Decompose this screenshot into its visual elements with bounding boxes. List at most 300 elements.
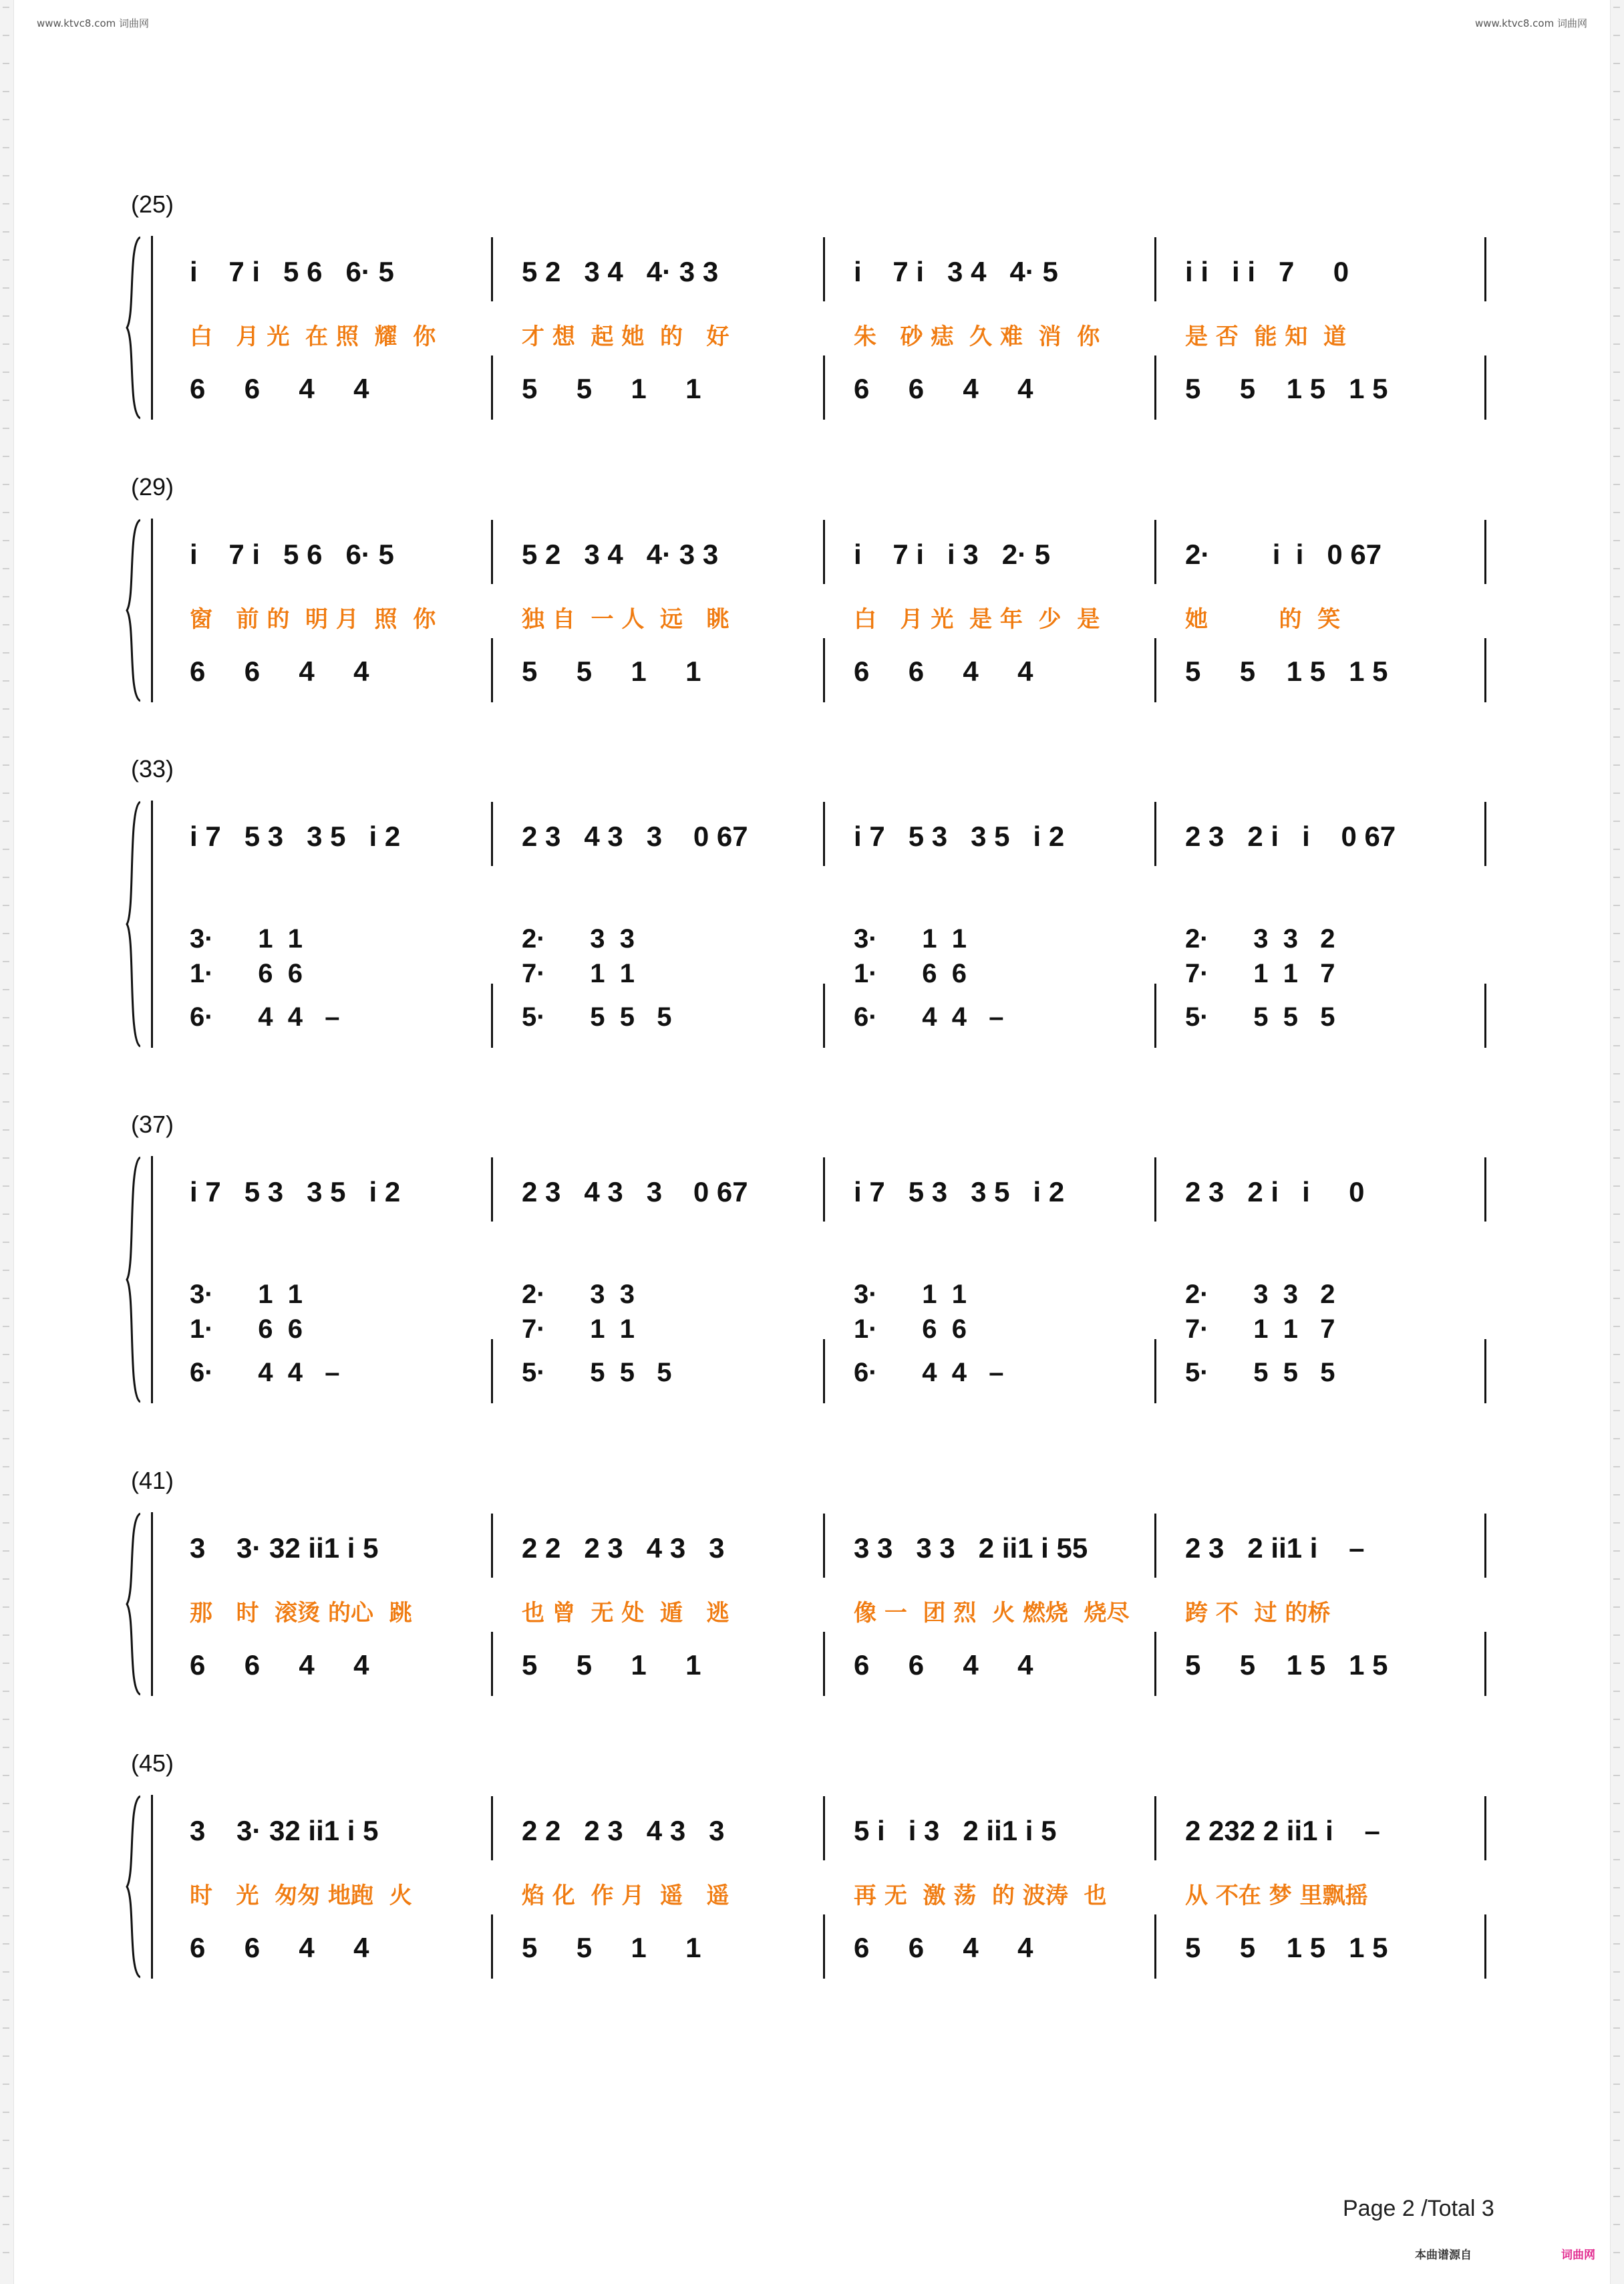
melody-notes: 5 2 3 4 4· 3 3 (522, 539, 719, 570)
lyric-line: 时 光 匆匆 地跑 火 (190, 1882, 412, 1909)
margin-tick (3, 2224, 9, 2225)
margin-tick (1613, 596, 1620, 597)
lyric-line: 再 无 激 荡 的 波涛 也 (854, 1882, 1107, 1909)
margin-tick (1613, 1550, 1620, 1552)
bass-notes: 6 6 4 4 (190, 656, 369, 687)
margin-tick (1613, 203, 1620, 204)
margin-tick (3, 877, 9, 878)
margin-tick (1613, 1214, 1620, 1215)
margin-tick (3, 484, 9, 485)
margin-tick (3, 1214, 9, 1215)
barline (823, 237, 825, 301)
melody-notes: 3 3· 32 ii1 i 5 (190, 1815, 379, 1846)
margin-tick (1613, 1466, 1620, 1467)
system-start-line (151, 801, 153, 1048)
melody-notes: 2 3 2 i i 0 (1185, 1176, 1365, 1207)
margin-tick (1613, 1943, 1620, 1945)
margin-tick (3, 1354, 9, 1355)
chord-upper-notes: 3· 1 1 (854, 924, 967, 954)
bass-notes: 5 5 1 5 1 5 (1185, 373, 1388, 404)
barline (823, 802, 825, 866)
chord-upper-notes: 3· 1 1 (854, 1280, 967, 1309)
barline (491, 1339, 493, 1403)
melody-notes: 2 2 2 3 4 3 3 (522, 1532, 725, 1564)
melody-notes: 3 3· 32 ii1 i 5 (190, 1532, 379, 1564)
measure-number: (33) (131, 755, 174, 782)
margin-tick (1613, 1522, 1620, 1524)
barline (491, 1514, 493, 1578)
bass-notes: 6 6 4 4 (190, 1932, 369, 1963)
margin-tick (1613, 1634, 1620, 1636)
margin-tick (1613, 652, 1620, 654)
measure-number: (45) (131, 1749, 174, 1777)
bass-notes: 5 5 1 5 1 5 (1185, 1932, 1388, 1963)
melody-notes: i 7 5 3 3 5 i 2 (190, 1176, 401, 1207)
margin-tick (1613, 1775, 1620, 1776)
bass-notes: 6 6 4 4 (854, 656, 1033, 687)
bass-notes: 5 5 1 5 1 5 (1185, 1649, 1388, 1681)
margin-tick (3, 203, 9, 204)
melody-notes: 2 3 2 ii1 i – (1185, 1532, 1365, 1564)
margin-tick (1613, 1410, 1620, 1411)
melody-notes: 2 3 4 3 3 0 67 (522, 1176, 748, 1207)
chord-middle-notes: 1· 6 6 (190, 959, 303, 988)
chord-upper-notes: 2· 3 3 2 (1185, 1280, 1335, 1309)
margin-tick (1613, 1971, 1620, 1973)
margin-tick (3, 2027, 9, 2029)
system-brace (124, 1156, 140, 1403)
lyric-line: 白 月 光 是 年 少 是 (854, 606, 1100, 633)
barline (1484, 237, 1486, 301)
margin-tick (3, 2168, 9, 2169)
chord-bass-notes: 6· 4 4 – (854, 1002, 1004, 1032)
margin-tick (1613, 456, 1620, 457)
margin-tick (1613, 63, 1620, 64)
lyric-line: 是 否 能 知 道 (1185, 323, 1347, 350)
chord-middle-notes: 7· 1 1 7 (1185, 1314, 1335, 1344)
margin-tick (1613, 2224, 1620, 2225)
margin-tick (3, 1326, 9, 1327)
bass-notes: 5 5 1 1 (522, 1932, 701, 1963)
margin-tick (3, 708, 9, 710)
lyric-line: 独 自 一 人 远 眺 (522, 606, 729, 633)
margin-tick (1613, 2168, 1620, 2169)
margin-tick (1613, 175, 1620, 176)
margin-tick (3, 1943, 9, 1945)
margin-tick (3, 1606, 9, 1608)
margin-tick (3, 652, 9, 654)
lyric-line: 朱 砂 痣 久 难 消 你 (854, 323, 1100, 350)
margin-tick (3, 2055, 9, 2057)
margin-tick (1613, 1663, 1620, 1664)
margin-tick (3, 1045, 9, 1046)
margin-tick (3, 1466, 9, 1467)
margin-tick (3, 2252, 9, 2253)
margin-tick (3, 1129, 9, 1131)
margin-tick (3, 1522, 9, 1524)
margin-tick (1613, 119, 1620, 120)
melody-notes: 5 i i 3 2 ii1 i 5 (854, 1815, 1057, 1846)
margin-tick (1613, 1831, 1620, 1832)
margin-tick (3, 764, 9, 766)
margin-tick (3, 428, 9, 429)
lyric-line: 跨 不 过 的桥 (1185, 1600, 1331, 1626)
margin-tick (1613, 2140, 1620, 2141)
barline (1154, 1914, 1156, 1979)
margin-tick (1613, 1494, 1620, 1495)
margin-tick (1613, 736, 1620, 738)
margin-tick (1613, 7, 1620, 8)
margin-tick (3, 905, 9, 906)
chord-middle-notes: 7· 1 1 (522, 959, 635, 988)
margin-tick (3, 231, 9, 233)
margin-tick (1613, 989, 1620, 990)
margin-tick (3, 1242, 9, 1243)
header-left-watermark: www.ktvc8.com 词曲网 (37, 17, 150, 29)
margin-tick (3, 596, 9, 597)
margin-tick (3, 1887, 9, 1888)
melody-notes: 5 2 3 4 4· 3 3 (522, 256, 719, 287)
system-brace (124, 801, 140, 1048)
left-margin-strip (0, 0, 14, 2284)
barline (1154, 638, 1156, 702)
barline (1154, 1514, 1156, 1578)
chord-bass-notes: 5· 5 5 5 (1185, 1358, 1335, 1387)
margin-tick (3, 91, 9, 92)
melody-notes: 2 3 4 3 3 0 67 (522, 821, 748, 852)
margin-tick (1613, 680, 1620, 682)
margin-tick (3, 1494, 9, 1495)
margin-tick (1613, 2055, 1620, 2057)
lyric-line: 焰 化 作 月 遥 遥 (522, 1882, 729, 1909)
margin-tick (1613, 1157, 1620, 1159)
bass-notes: 5 5 1 5 1 5 (1185, 656, 1388, 687)
barline (823, 355, 825, 420)
margin-tick (1613, 2196, 1620, 2197)
system-start-line (151, 1156, 153, 1403)
margin-tick (1613, 287, 1620, 289)
barline (1484, 1632, 1486, 1696)
margin-tick (1613, 1915, 1620, 1916)
margin-tick (1613, 1719, 1620, 1720)
header-right-watermark: www.ktvc8.com 词曲网 (1474, 17, 1587, 29)
margin-tick (1613, 933, 1620, 934)
bass-notes: 6 6 4 4 (190, 1649, 369, 1681)
melody-notes: 3 3 3 3 2 ii1 i 55 (854, 1532, 1088, 1564)
lyric-line: 从 不在 梦 里飘摇 (1185, 1882, 1368, 1909)
margin-tick (3, 1101, 9, 1103)
margin-tick (3, 736, 9, 738)
barline (1484, 1514, 1486, 1578)
margin-tick (3, 1550, 9, 1552)
melody-notes: i 7 i 5 6 6· 5 (190, 539, 394, 570)
margin-tick (1613, 764, 1620, 766)
barline (491, 638, 493, 702)
margin-tick (3, 2140, 9, 2141)
margin-tick (1613, 400, 1620, 401)
barline (491, 520, 493, 584)
chord-bass-notes: 6· 4 4 – (190, 1358, 340, 1387)
margin-tick (3, 821, 9, 822)
margin-tick (3, 1915, 9, 1916)
barline (1484, 1796, 1486, 1860)
margin-tick (3, 1999, 9, 2001)
lyric-line: 才 想 起 她 的 好 (522, 323, 729, 350)
melody-notes: i i i i 7 0 (1185, 256, 1349, 287)
margin-tick (1613, 2252, 1620, 2253)
margin-tick (1613, 2112, 1620, 2113)
margin-tick (3, 1747, 9, 1748)
barline (1154, 1632, 1156, 1696)
margin-tick (1613, 512, 1620, 513)
margin-tick (1613, 1101, 1620, 1103)
margin-tick (3, 2084, 9, 2085)
margin-tick (3, 119, 9, 120)
margin-tick (3, 259, 9, 261)
bass-notes: 6 6 4 4 (854, 1649, 1033, 1681)
barline (823, 1339, 825, 1403)
margin-tick (3, 1634, 9, 1636)
margin-tick (3, 7, 9, 8)
margin-tick (3, 989, 9, 990)
measure-number: (41) (131, 1467, 174, 1494)
margin-tick (3, 1719, 9, 1720)
chord-middle-notes: 7· 1 1 7 (1185, 959, 1335, 988)
margin-tick (1613, 2027, 1620, 2029)
margin-tick (3, 540, 9, 541)
measure-number: (25) (131, 190, 174, 218)
barline (1154, 1157, 1156, 1222)
barline (1484, 1157, 1486, 1222)
barline (1484, 520, 1486, 584)
margin-tick (3, 372, 9, 373)
system-brace (124, 1795, 140, 1979)
barline (1484, 355, 1486, 420)
margin-tick (1613, 2084, 1620, 2085)
margin-tick (1613, 1185, 1620, 1187)
barline (1154, 1339, 1156, 1403)
system-brace (124, 1512, 140, 1696)
chord-upper-notes: 2· 3 3 (522, 924, 635, 954)
barline (1484, 638, 1486, 702)
margin-tick (3, 2112, 9, 2113)
margin-tick (3, 624, 9, 625)
margin-tick (1613, 1382, 1620, 1383)
barline (491, 1914, 493, 1979)
margin-tick (1613, 372, 1620, 373)
barline (1154, 237, 1156, 301)
barline (823, 1632, 825, 1696)
margin-tick (3, 1831, 9, 1832)
chord-middle-notes: 1· 6 6 (854, 959, 967, 988)
barline (823, 638, 825, 702)
barline (1484, 984, 1486, 1048)
margin-tick (3, 63, 9, 64)
barline (1484, 1339, 1486, 1403)
system-start-line (151, 1512, 153, 1696)
chord-upper-notes: 2· 3 3 (522, 1280, 635, 1309)
chord-upper-notes: 3· 1 1 (190, 924, 303, 954)
system-brace (124, 519, 140, 702)
barline (491, 1157, 493, 1222)
barline (1154, 1796, 1156, 1860)
barline (823, 520, 825, 584)
chord-middle-notes: 1· 6 6 (854, 1314, 967, 1344)
margin-tick (3, 175, 9, 176)
margin-tick (3, 568, 9, 569)
system-start-line (151, 236, 153, 420)
margin-tick (3, 1382, 9, 1383)
system-start-line (151, 1795, 153, 1979)
footer-source-label: 本曲谱源自 (1415, 2249, 1472, 2262)
margin-tick (1613, 1242, 1620, 1243)
margin-tick (1613, 1803, 1620, 1804)
melody-notes: i 7 5 3 3 5 i 2 (854, 821, 1065, 852)
chord-bass-notes: 6· 4 4 – (190, 1002, 340, 1032)
margin-tick (1613, 568, 1620, 569)
page-indicator: Page 2 /Total 3 (1343, 2196, 1494, 2221)
chord-middle-notes: 7· 1 1 (522, 1314, 635, 1344)
margin-tick (3, 1410, 9, 1411)
footer-brand-logo: 词曲网 (1561, 2249, 1595, 2262)
margin-tick (3, 35, 9, 36)
system-start-line (151, 519, 153, 702)
chord-bass-notes: 6· 4 4 – (854, 1358, 1004, 1387)
margin-tick (3, 512, 9, 513)
margin-tick (3, 933, 9, 934)
chord-upper-notes: 2· 3 3 2 (1185, 924, 1335, 954)
margin-tick (3, 1663, 9, 1664)
bass-notes: 6 6 4 4 (854, 373, 1033, 404)
margin-tick (3, 456, 9, 457)
margin-tick (1613, 91, 1620, 92)
barline (823, 1914, 825, 1979)
chord-bass-notes: 5· 5 5 5 (1185, 1002, 1335, 1032)
bass-notes: 5 5 1 1 (522, 373, 701, 404)
chord-upper-notes: 3· 1 1 (190, 1280, 303, 1309)
system-brace (124, 236, 140, 420)
margin-tick (3, 1185, 9, 1187)
margin-tick (3, 1803, 9, 1804)
bass-notes: 6 6 4 4 (190, 373, 369, 404)
margin-tick (1613, 1887, 1620, 1888)
bass-notes: 6 6 4 4 (854, 1932, 1033, 1963)
margin-tick (3, 1017, 9, 1018)
melody-notes: i 7 i 3 4 4· 5 (854, 256, 1058, 287)
barline (491, 802, 493, 866)
barline (1154, 520, 1156, 584)
margin-tick (1613, 821, 1620, 822)
margin-tick (1613, 1298, 1620, 1299)
margin-tick (3, 1775, 9, 1776)
margin-tick (1613, 540, 1620, 541)
barline (491, 237, 493, 301)
margin-tick (3, 1578, 9, 1580)
margin-tick (1613, 147, 1620, 148)
barline (1154, 802, 1156, 866)
melody-notes: i 7 i i 3 2· 5 (854, 539, 1051, 570)
margin-tick (1613, 1045, 1620, 1046)
margin-tick (1613, 793, 1620, 794)
margin-tick (3, 1438, 9, 1439)
margin-tick (3, 1691, 9, 1692)
lyric-line: 白 月 光 在 照 耀 你 (190, 323, 436, 350)
lyric-line: 也 曾 无 处 遁 逃 (522, 1600, 729, 1626)
margin-tick (1613, 1578, 1620, 1580)
lyric-line: 那 时 滚烫 的心 跳 (190, 1600, 412, 1626)
margin-tick (1613, 35, 1620, 36)
margin-tick (3, 1859, 9, 1860)
margin-tick (3, 1270, 9, 1271)
margin-tick (1613, 1129, 1620, 1131)
lyric-line: 她 的 笑 (1185, 606, 1341, 633)
margin-tick (3, 287, 9, 289)
melody-notes: 2· i i 0 67 (1185, 539, 1382, 570)
margin-tick (1613, 1326, 1620, 1327)
margin-tick (1613, 1691, 1620, 1692)
margin-tick (1613, 961, 1620, 962)
barline (491, 355, 493, 420)
margin-tick (3, 793, 9, 794)
margin-tick (1613, 877, 1620, 878)
margin-tick (1613, 1747, 1620, 1748)
measure-number: (37) (131, 1111, 174, 1138)
margin-tick (1613, 1354, 1620, 1355)
barline (1484, 802, 1486, 866)
margin-tick (3, 343, 9, 345)
barline (491, 1796, 493, 1860)
melody-notes: i 7 5 3 3 5 i 2 (190, 821, 401, 852)
bass-notes: 5 5 1 1 (522, 1649, 701, 1681)
margin-tick (1613, 231, 1620, 233)
margin-tick (1613, 315, 1620, 317)
margin-tick (3, 2196, 9, 2197)
melody-notes: 2 3 2 i i 0 67 (1185, 821, 1396, 852)
barline (1484, 1914, 1486, 1979)
margin-tick (1613, 905, 1620, 906)
margin-tick (3, 1298, 9, 1299)
chord-bass-notes: 5· 5 5 5 (522, 1358, 672, 1387)
measure-number: (29) (131, 473, 174, 501)
lyric-line: 像 一 团 烈 火 燃烧 烧尽 (854, 1600, 1130, 1626)
margin-tick (1613, 1017, 1620, 1018)
margin-tick (1613, 1999, 1620, 2001)
melody-notes: i 7 i 5 6 6· 5 (190, 256, 394, 287)
margin-tick (1613, 849, 1620, 850)
lyric-line: 窗 前 的 明 月 照 你 (190, 606, 436, 633)
melody-notes: 2 232 2 ii1 i – (1185, 1815, 1380, 1846)
margin-tick (3, 147, 9, 148)
margin-tick (1613, 428, 1620, 429)
barline (823, 984, 825, 1048)
right-margin-strip (1610, 0, 1624, 2284)
margin-tick (3, 1971, 9, 1973)
margin-tick (1613, 484, 1620, 485)
melody-notes: 2 2 2 3 4 3 3 (522, 1815, 725, 1846)
margin-tick (3, 1073, 9, 1075)
margin-tick (3, 961, 9, 962)
chord-bass-notes: 5· 5 5 5 (522, 1002, 672, 1032)
margin-tick (1613, 624, 1620, 625)
margin-tick (3, 680, 9, 682)
margin-tick (1613, 708, 1620, 710)
barline (1154, 984, 1156, 1048)
margin-tick (3, 400, 9, 401)
margin-tick (1613, 1073, 1620, 1075)
margin-tick (1613, 1859, 1620, 1860)
melody-notes: i 7 5 3 3 5 i 2 (854, 1176, 1065, 1207)
barline (1154, 355, 1156, 420)
